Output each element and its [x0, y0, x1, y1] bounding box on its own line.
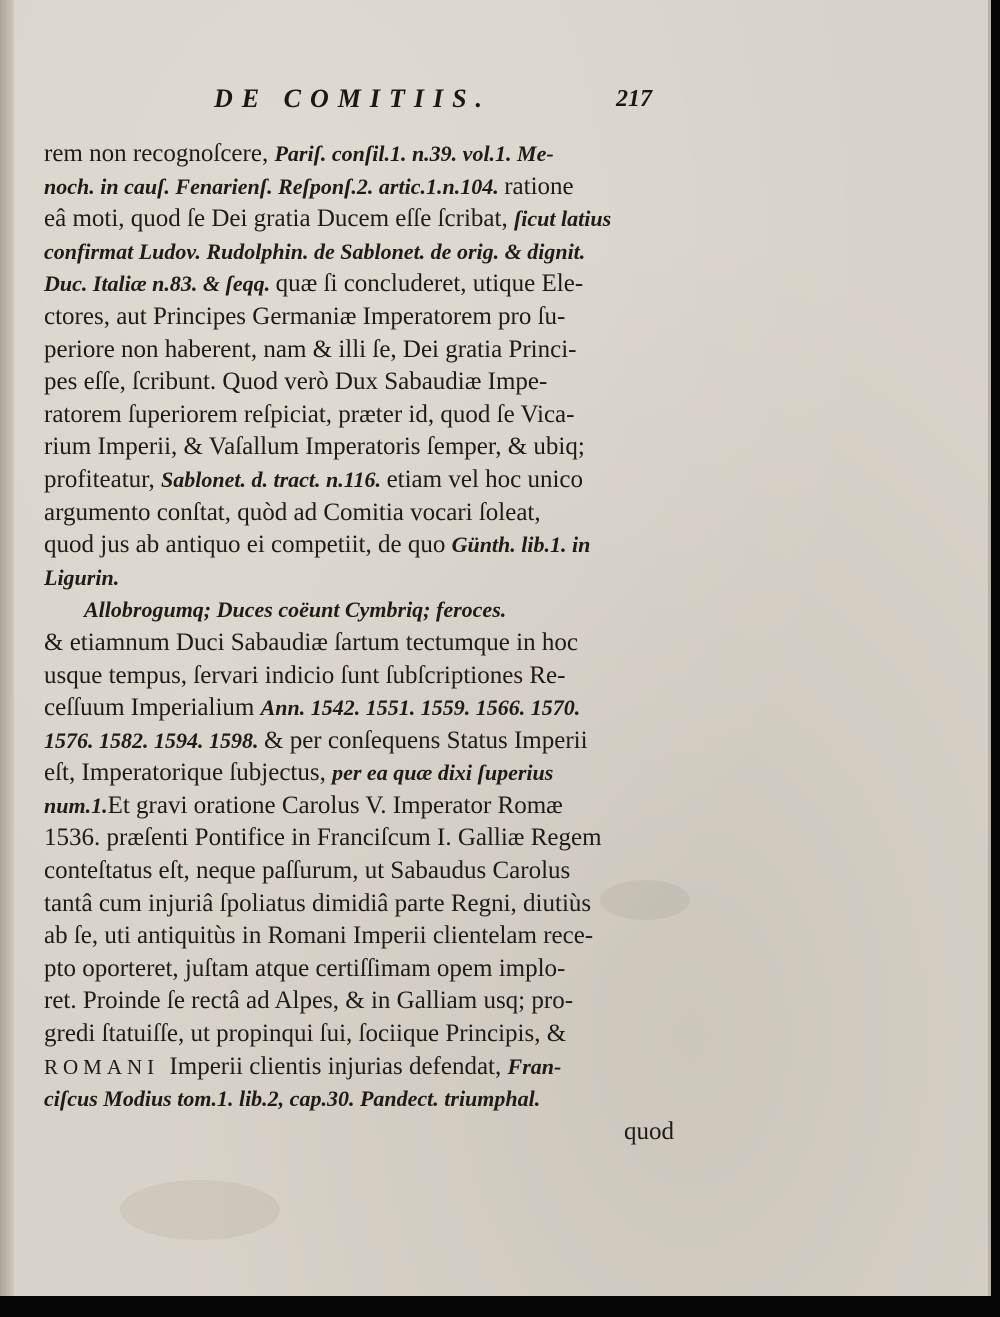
text-line — [44, 268, 674, 301]
italic-citation: num.1. — [44, 792, 108, 818]
roman-text: ratorem ſuperiorem reſpiciat, præter id, quod ſe Vica- — [44, 400, 575, 428]
text-line — [44, 366, 674, 399]
body-text — [44, 138, 674, 1148]
roman-text: periore non haberent, nam & illi ſe, Dei gratia Princi- — [44, 335, 577, 363]
small-caps-text: ROMANI — [44, 1054, 170, 1079]
italic-citation: ſicut latius — [513, 206, 612, 232]
page-edge-shadow — [0, 0, 14, 1296]
roman-text: ab ſe, uti antiquitùs in Romani Imperii clientelam rece- — [44, 922, 594, 950]
page-number: 217 — [616, 86, 652, 112]
text-line — [44, 660, 674, 693]
roman-text: ceſſuum Imperialium — [44, 694, 261, 722]
roman-text: Imperii clientis injurias defendat, — [169, 1052, 508, 1080]
text-line — [44, 464, 674, 497]
text-line — [44, 627, 674, 660]
text-line — [44, 138, 674, 171]
italic-citation: Fran- — [507, 1053, 562, 1079]
italic-citation: Allobrogumq; Duces coëunt Cymbriq; feroces. — [84, 597, 507, 623]
text-line — [44, 888, 674, 921]
roman-text: pto oporteret, juſtam atque certiſſimam opem implo- — [44, 954, 566, 982]
text-line — [44, 1051, 674, 1084]
italic-citation: Duc. Italiæ n.83. & ſeqq. — [44, 271, 276, 297]
text-line — [44, 594, 674, 627]
italic-citation: Ann. 1542. 1551. 1559. 1566. 1570. — [260, 695, 581, 721]
roman-text: usque tempus, ſervari indicio ſunt ſubſcriptiones Re- — [44, 661, 566, 689]
roman-text: argumento conſtat, quòd ad Comitia vocari ſoleat, — [44, 498, 541, 526]
roman-text: Et gravi oratione Carolus V. Imperator Romæ — [107, 791, 563, 819]
text-line — [44, 725, 674, 758]
roman-text: conteſtatus eſt, neque paſſurum, ut Sabaudus Carolus — [44, 857, 571, 885]
text-line — [44, 1083, 674, 1116]
italic-citation: Pariſ. conſil.1. n.39. vol.1. Me- — [274, 141, 554, 166]
roman-text: etiam vel hoc unico — [386, 465, 584, 493]
text-line — [44, 985, 674, 1018]
text-line — [44, 822, 674, 855]
italic-citation: Sablonet. d. tract. n.116. — [161, 466, 387, 492]
italic-citation: Ligurin. — [44, 564, 120, 590]
text-line — [44, 562, 674, 595]
roman-text: ret. Proinde ſe rectâ ad Alpes, & in Galliam usq; pro- — [44, 987, 574, 1015]
roman-text: rem non recognoſcere, — [44, 140, 275, 167]
text-line — [44, 529, 674, 562]
roman-text: & etiamnum Duci Sabaudiæ ſartum tectumque in hoc — [44, 628, 578, 656]
italic-citation: confirmat Ludov. Rudolphin. de Sablonet. de orig. & dignit. — [44, 238, 586, 264]
paper-stain — [120, 1180, 280, 1240]
text-line — [44, 171, 674, 204]
roman-text: profiteatur, — [44, 465, 162, 493]
text-line — [44, 301, 674, 334]
text-line — [44, 399, 674, 432]
text-line — [44, 920, 674, 953]
running-head — [0, 84, 988, 120]
roman-text: rium Imperii, & Vaſallum Imperatoris ſemper, & ubiq; — [44, 433, 585, 461]
running-head-title: DE COMITIIS. — [214, 84, 492, 113]
roman-text: 1536. præſenti Pontifice in Franciſcum I. Galliæ Regem — [44, 824, 602, 852]
roman-text: ctores, aut Principes Germaniæ Imperatorem pro ſu- — [44, 302, 566, 330]
text-line — [44, 431, 674, 464]
italic-citation: noch. in cauſ. Fenarienſ. Reſponſ.2. artic.1.n.104. — [44, 173, 505, 199]
roman-text: gredi ſtatuiſſe, ut propinqui ſui, ſociique Principis, & — [44, 1020, 567, 1048]
catchword: quod — [624, 1117, 674, 1145]
roman-text: ratione — [504, 172, 574, 200]
text-line — [44, 334, 674, 367]
text-line — [44, 953, 674, 986]
roman-text: eâ moti, quod ſe Dei gratia Ducem eſſe ſcribat, — [44, 205, 514, 233]
roman-text: tantâ cum injuriâ ſpoliatus dimidiâ parte Regni, diutiùs — [44, 889, 592, 917]
text-line — [44, 757, 674, 790]
roman-text: quæ ſi concluderet, utique Ele- — [275, 270, 584, 298]
text-line — [44, 1018, 674, 1051]
text-line — [44, 203, 674, 236]
roman-text: pes eſſe, ſcribunt. Quod verò Dux Sabaudiæ Impe- — [44, 368, 548, 396]
italic-citation: ciſcus Modius tom.1. lib.2, cap.30. Pandect. triumphal. — [44, 1086, 541, 1112]
text-line — [44, 692, 674, 725]
italic-citation: per ea quæ dixi ſuperius — [332, 760, 554, 786]
roman-text: quod jus ab antiquo ei competiit, de quo — [44, 531, 452, 559]
italic-citation: Günth. lib.1. in — [451, 532, 591, 558]
roman-text: & per conſequens Status Imperii — [264, 726, 588, 754]
text-line — [44, 790, 674, 823]
italic-citation: 1576. 1582. 1594. 1598. — [44, 727, 264, 753]
roman-text: eſt, Imperatorique ſubjectus, — [44, 759, 333, 787]
text-line — [44, 855, 674, 888]
text-line — [44, 236, 674, 269]
text-line — [44, 497, 674, 530]
